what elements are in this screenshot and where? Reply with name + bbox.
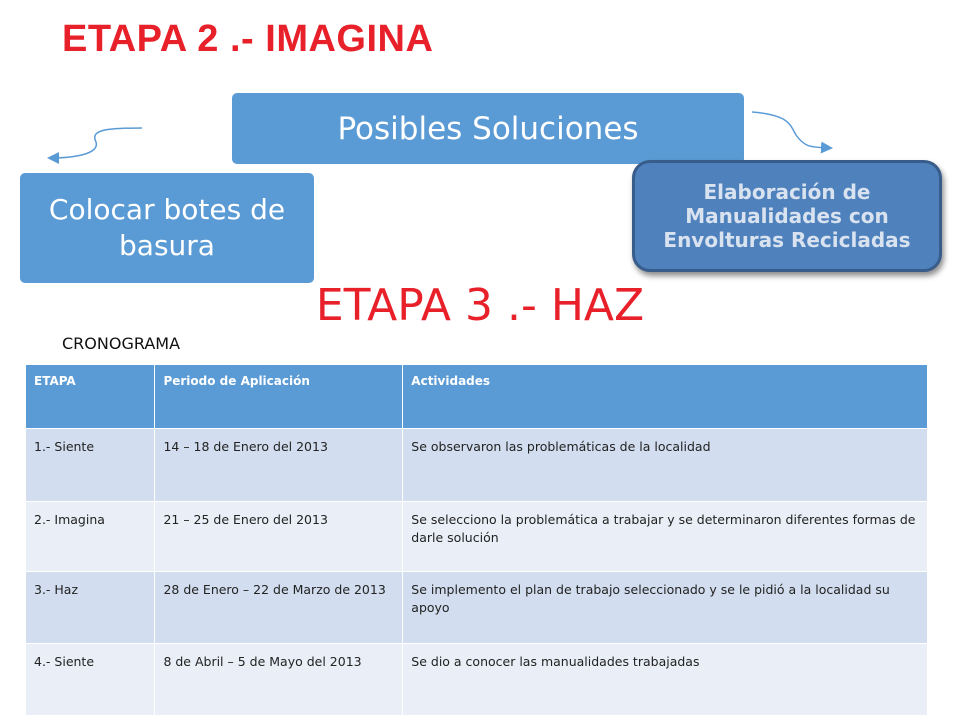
solution-crafts-box: Elaboración de Manualidades con Envolturas Recicladas	[632, 160, 942, 272]
cell-actividades: Se dio a conocer las manualidades trabajadas	[403, 643, 928, 715]
cell-actividades: Se observaron las problemáticas de la localidad	[403, 428, 928, 501]
cell-etapa: 3.- Haz	[26, 571, 155, 643]
cell-etapa: 2.- Imagina	[26, 501, 155, 571]
cell-etapa: 4.- Siente	[26, 643, 155, 715]
table-row	[26, 501, 928, 571]
table-row	[26, 643, 928, 715]
possible-solutions-box: Posibles Soluciones	[232, 93, 744, 164]
table-row	[26, 428, 928, 501]
schedule-label: CRONOGRAMA	[62, 334, 181, 353]
solution-trash-bins-box: Colocar botes de basura	[20, 173, 314, 283]
cell-periodo: 14 – 18 de Enero del 2013	[155, 428, 403, 501]
left-connector-arrow	[50, 128, 142, 158]
cell-etapa: 1.- Siente	[26, 428, 155, 501]
table-header-row	[26, 365, 928, 428]
cell-actividades: Se selecciono la problemática a trabajar y se determinaron diferentes formas de darle solución	[403, 501, 928, 571]
header-actividades: Actividades	[403, 365, 928, 428]
cell-actividades: Se implemento el plan de trabajo seleccionado y se le pidió a la localidad su apoyo	[403, 571, 928, 643]
cell-periodo: 8 de Abril – 5 de Mayo del 2013	[155, 643, 403, 715]
cell-periodo: 21 – 25 de Enero del 2013	[155, 501, 403, 571]
etapa3-title: ETAPA 3 .- HAZ	[315, 280, 645, 331]
table-row	[26, 571, 928, 643]
header-periodo: Periodo de Aplicación	[155, 365, 403, 428]
cell-periodo: 28 de Enero – 22 de Marzo de 2013	[155, 571, 403, 643]
schedule-table	[26, 365, 928, 715]
etapa2-title: ETAPA 2 .- IMAGINA	[62, 18, 434, 60]
header-etapa: ETAPA	[26, 365, 155, 428]
right-connector-arrow	[752, 112, 830, 148]
